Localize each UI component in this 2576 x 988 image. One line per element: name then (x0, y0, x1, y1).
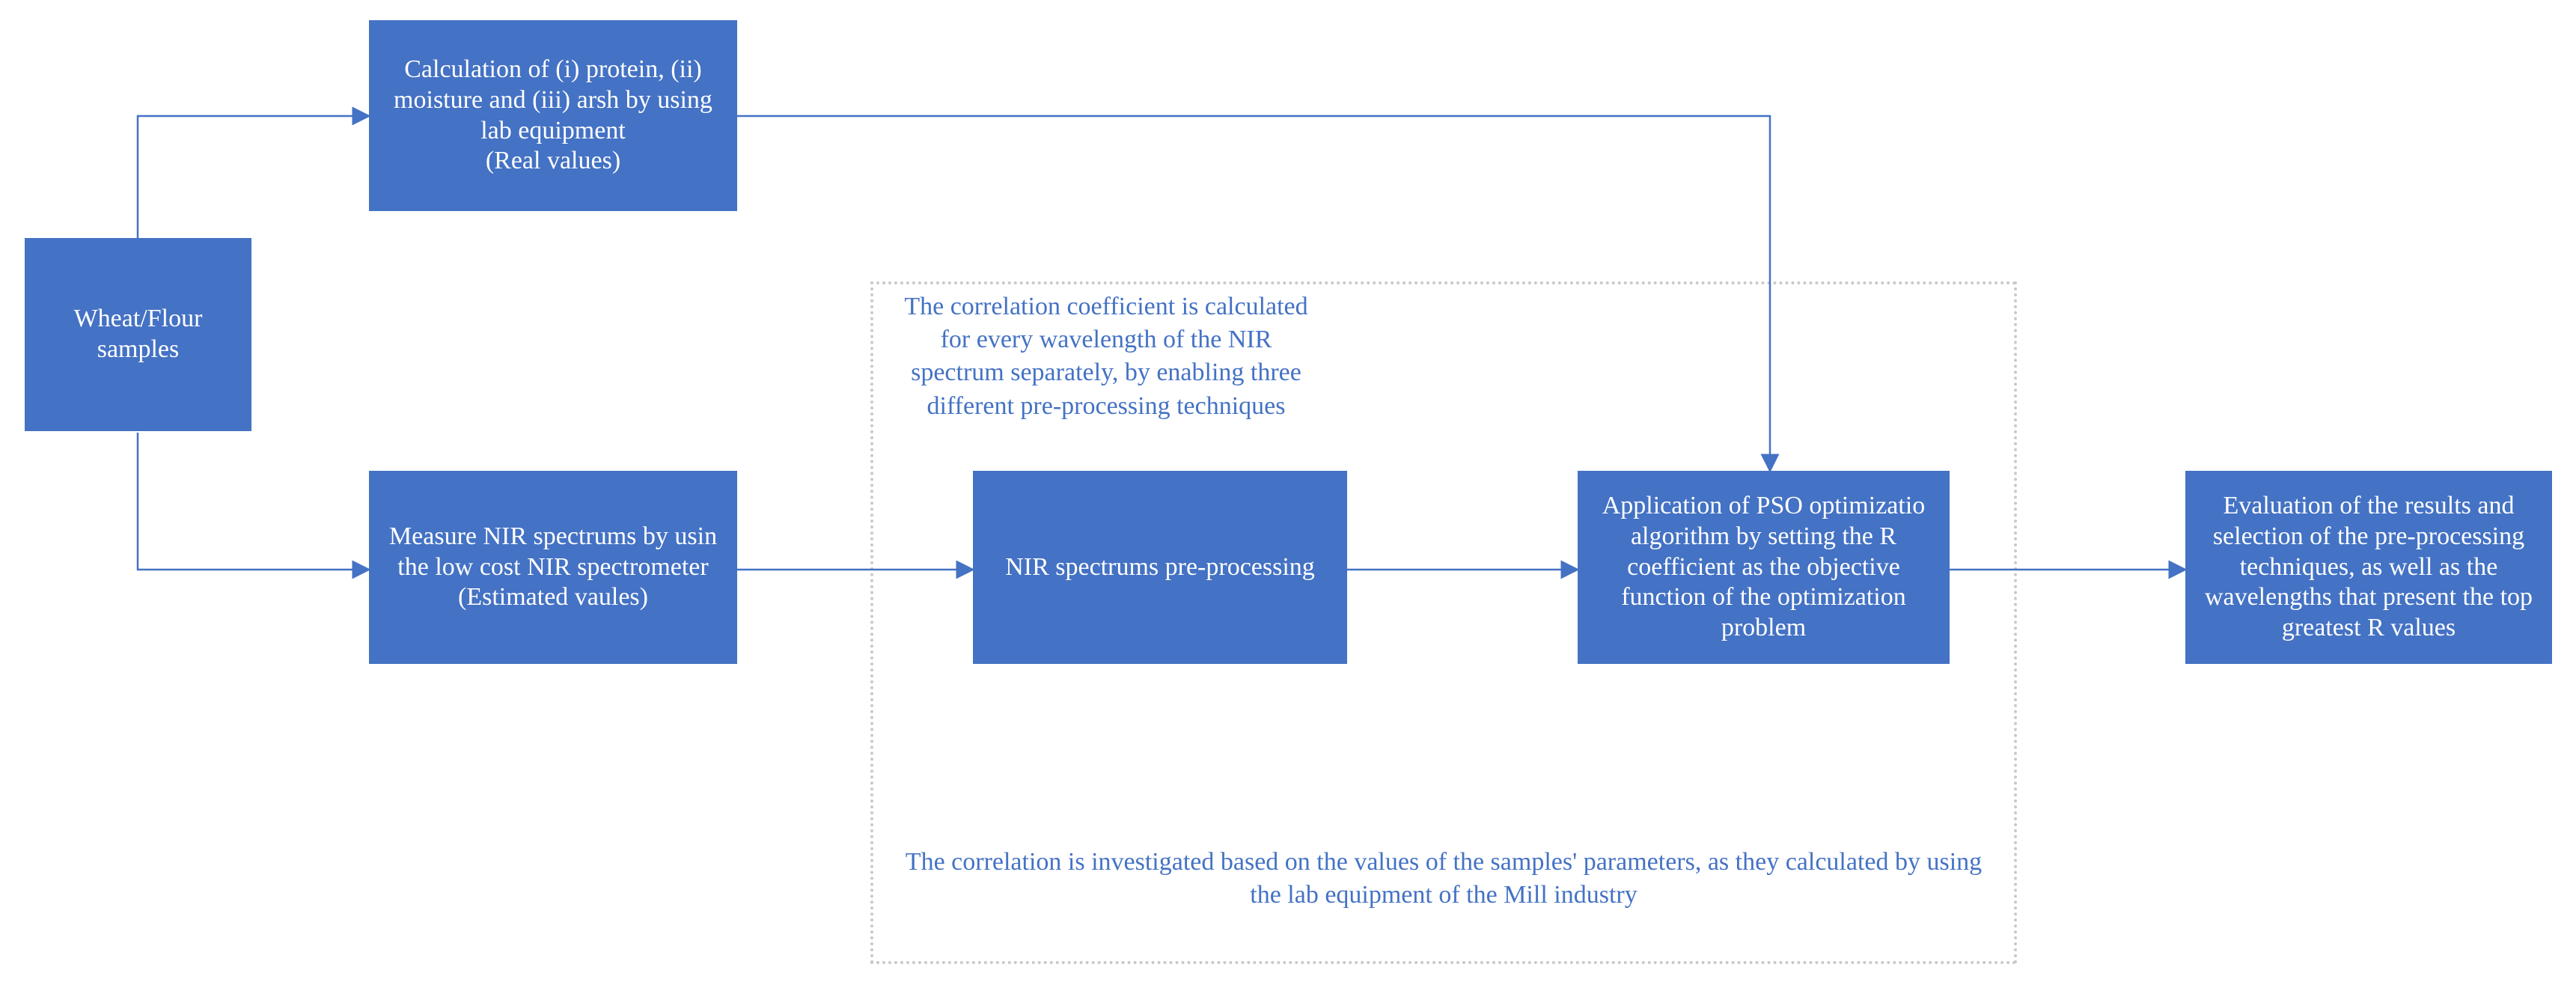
correlation-investigated-note: The correlation is investigated based on the values of the samples' parameters, as they calculated by using the lab equipment of the Mill industry (905, 848, 1983, 909)
correlation-coefficient-note: The correlation coefficient is calculated for every wavelength of the NIR spectrum separately, by enabling three different pre-processing techniques (904, 293, 1308, 420)
connector-samples-to-lab-calc (138, 116, 369, 238)
lab-calculation-label: Calculation of (i) protein, (ii) moisture and (iii) arsh by using lab equipment (Real values) (394, 55, 712, 175)
measure-nir-box (369, 471, 737, 664)
evaluation-label: Evaluation of the results and selection of the pre-processing techniques, as well as the wavelengths that present the top greatest R values (2204, 492, 2533, 642)
connector-samples-to-measure-nir (138, 433, 369, 570)
pso-optimization-box (1578, 471, 1950, 664)
nir-preprocessing-label: NIR spectrums pre-processing (1005, 552, 1315, 581)
pso-optimization-label: Application of PSO optimizatio algorithm by setting the R coefficient as the objective function of the optimization problem (1602, 492, 1926, 642)
measure-nir-label: Measure NIR spectrums by usin the low cost NIR spectrometer (Estimated vaules) (388, 522, 718, 612)
wheat-flour-samples-box (25, 238, 251, 431)
nir-preprocessing-box (973, 471, 1347, 664)
evaluation-box (2185, 471, 2552, 664)
wheat-flour-samples-label: Wheat/Flour samples (73, 305, 203, 363)
lab-calculation-box (369, 20, 737, 211)
